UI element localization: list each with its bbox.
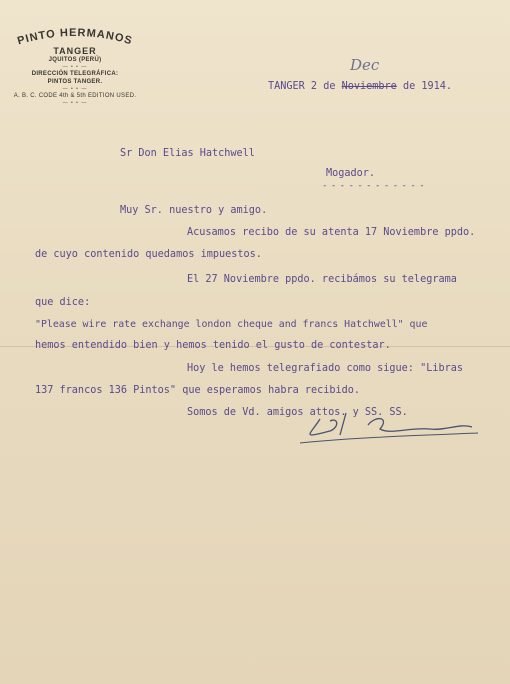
closing-line: Somos de Vd. amigos attos. y SS. SS. <box>187 407 408 418</box>
letter-date: TANGER 2 de Noviembre de 1914. <box>268 81 453 92</box>
recipient-city: Mogador. <box>326 168 376 179</box>
telegraphic-address: PINTOS TANGER. <box>47 79 103 85</box>
salutation: Muy Sr. nuestro y amigo. <box>120 205 268 216</box>
letterhead-divider: — • • — <box>62 64 88 70</box>
company-name-arc <box>6 22 144 48</box>
body-line-8: 137 francos 136 Pintos" que esperamos habra recibido. <box>35 385 361 396</box>
recipient-name: Sr Don Elias Hatchwell <box>120 148 255 159</box>
letterhead <box>6 22 144 106</box>
company-name: PINTO HERMANOS <box>16 26 134 48</box>
date-month-struck: Noviembre <box>341 81 397 92</box>
letterhead-divider-3: — • • — <box>62 100 88 106</box>
letterhead-city: TANGER <box>53 46 97 56</box>
letterhead-branch: JQUITOS (PERÚ) <box>48 57 102 63</box>
body-line-7: Hoy le hemos telegrafiado como sigue: "Libras <box>187 363 464 374</box>
svg-text:PINTO HERMANOS <box>16 27 134 47</box>
letterhead-divider-2: — • • — <box>62 86 88 92</box>
body-line-1: Acusamos recibo de su atenta 17 Noviembre ppdo. <box>187 227 476 238</box>
body-line-4: que dice: <box>35 297 91 308</box>
body-line-3: El 27 Noviembre ppdo. recibámos su telegrama <box>187 274 457 285</box>
body-line-6: hemos entendido bien y hemos tenido el gusto de contestar. <box>35 340 391 351</box>
telegraphic-label: DIRECCIÓN TELEGRÁFICA: <box>31 71 119 77</box>
code-line: A. B. C. CODE 4th & 5th EDITION USED. <box>13 93 137 99</box>
signature <box>280 405 480 447</box>
date-correction: Dec <box>350 56 380 74</box>
city-underline: - - - - - - - - - - - - <box>322 181 424 191</box>
body-line-2: de cuyo contenido quedamos impuestos. <box>35 249 262 260</box>
body-line-5: "Please wire rate exchange london cheque and francs Hatchwell" que <box>35 319 428 330</box>
